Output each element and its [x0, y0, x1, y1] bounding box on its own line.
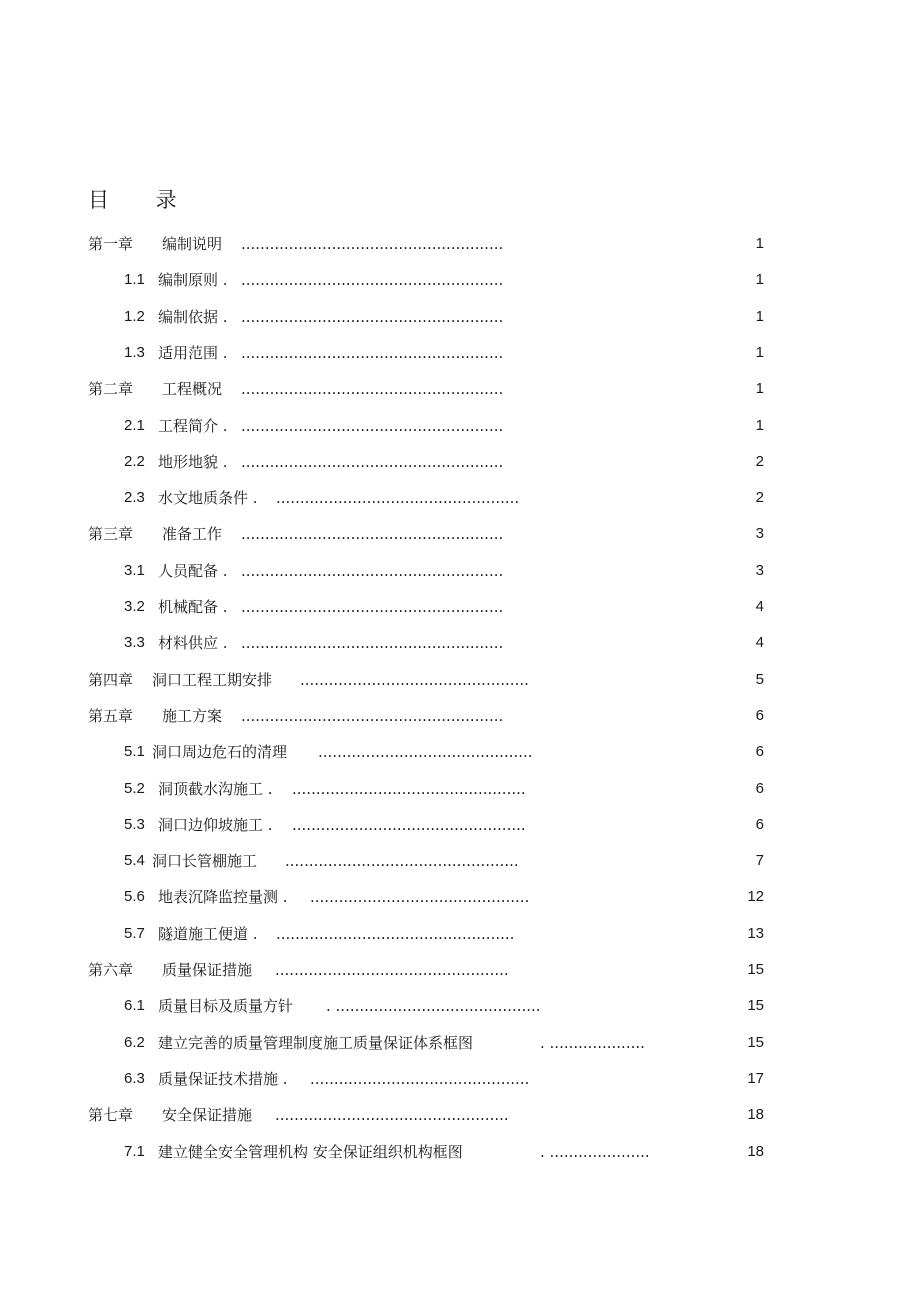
toc-page-number: 13 [747, 924, 764, 942]
toc-page-number: 15 [747, 997, 764, 1015]
toc-leader-dots: . ........................................... [326, 997, 541, 1016]
toc-title: 目 录 [88, 188, 197, 212]
toc-entry-label: 地形地貌 . [158, 452, 228, 471]
toc-leader-dots: .............................................. [310, 1069, 530, 1088]
toc-entry-label: 安全保证措施 [162, 1106, 253, 1125]
toc-leader-dots: ....................................................... [241, 343, 504, 362]
toc-page-number: 15 [747, 1033, 764, 1051]
toc-entry-label: 材料供应 . [158, 634, 228, 653]
toc-entry-label: 编制说明 [162, 235, 223, 253]
toc-entry-number: 第一章 [88, 235, 134, 253]
toc-entry-number: 第二章 [88, 380, 134, 399]
toc-entry-number: 1.3 [124, 343, 145, 361]
toc-entry-number: 第四章 [88, 670, 134, 689]
toc-entry-label: 质量保证技术措施 . [158, 1069, 288, 1088]
toc-leader-dots: ....................................................... [241, 416, 504, 435]
toc-entry-label: 质量保证措施 [162, 961, 253, 979]
toc-page-number: 4 [755, 598, 764, 615]
toc-entry-label: 洞顶截水沟施工 . [158, 779, 273, 798]
toc-section-entry[interactable] [0, 988, 920, 1024]
toc-entry-number: 3.1 [124, 561, 145, 579]
toc-leader-dots: ................................................. [292, 779, 526, 798]
toc-leader-dots: ....................................................... [241, 307, 504, 326]
toc-entry-label: 洞口边仰坡施工 . [158, 815, 273, 834]
toc-section-entry[interactable] [0, 299, 920, 335]
toc-entry-number: 2.2 [124, 452, 145, 470]
toc-leader-dots: ................................................. [275, 1106, 509, 1125]
toc-entry-label: 洞口长管棚施工 [152, 852, 258, 871]
toc-leader-dots: ................................................... [276, 489, 520, 508]
toc-leader-dots: ....................................................... [241, 525, 504, 544]
toc-entry-label: 水文地质条件 . [158, 489, 258, 508]
toc-section-entry[interactable] [0, 807, 920, 843]
toc-page-number: 3 [755, 561, 764, 579]
toc-page-number: 1 [755, 235, 764, 252]
toc-section-entry[interactable] [0, 444, 920, 480]
toc-page-number: 6 [755, 779, 764, 797]
toc-entry-number: 第三章 [88, 525, 134, 544]
toc-section-entry[interactable] [0, 1061, 920, 1097]
toc-entry-label: 建立完善的质量管理制度施工质量保证体系框图 [158, 1033, 474, 1052]
toc-page-number: 6 [755, 743, 764, 761]
toc-leader-dots: ....................................................... [241, 598, 504, 616]
toc-page-number: 18 [747, 1142, 764, 1160]
toc-page-number: 2 [755, 452, 764, 470]
toc-entry-number: 第五章 [88, 706, 134, 725]
toc-leader-dots: ....................................................... [241, 380, 504, 399]
toc-page-number: 12 [747, 888, 764, 906]
toc-entry-number: 5.3 [124, 815, 145, 833]
toc-leader-dots: ....................................................... [241, 706, 504, 725]
toc-page-number: 4 [755, 634, 764, 652]
toc-page-number: 5 [755, 670, 764, 688]
toc-entry-label: 洞口周边危石的清理 [152, 743, 288, 762]
toc-entry-label: 准备工作 [162, 525, 223, 544]
toc-section-entry[interactable] [0, 335, 920, 371]
toc-chapter-entry[interactable] [0, 516, 920, 552]
toc-section-entry[interactable] [0, 262, 920, 298]
toc-leader-dots: . .................... [540, 1033, 645, 1052]
toc-entry-number: 6.3 [124, 1069, 145, 1087]
toc-section-entry[interactable] [0, 1025, 920, 1061]
toc-section-entry[interactable] [0, 843, 920, 879]
toc-section-entry[interactable] [0, 480, 920, 516]
toc-leader-dots: ....................................................... [241, 235, 504, 253]
toc-entry-number: 3.2 [124, 598, 145, 615]
toc-entry-number: 第七章 [88, 1106, 134, 1125]
toc-leader-dots: ....................................................... [241, 452, 504, 471]
toc-entry-number: 2.1 [124, 416, 145, 434]
toc-chapter-entry[interactable] [0, 226, 920, 262]
toc-entry-label: 人员配备 . [158, 561, 228, 580]
toc-section-entry[interactable] [0, 553, 920, 589]
toc-entry-label: 质量目标及质量方针 [158, 997, 294, 1016]
toc-entry-number: 6.2 [124, 1033, 145, 1051]
toc-section-entry[interactable] [0, 1134, 920, 1170]
toc-section-entry[interactable] [0, 625, 920, 661]
toc-entry-number: 7.1 [124, 1142, 145, 1160]
toc-section-entry[interactable] [0, 408, 920, 444]
toc-entry-label: 工程概况 [162, 380, 223, 399]
toc-section-entry[interactable] [0, 589, 920, 625]
toc-page-number: 17 [747, 1069, 764, 1087]
toc-entry-number: 5.6 [124, 888, 145, 906]
toc-chapter-entry[interactable] [0, 698, 920, 734]
toc-entry-label: 洞口工程工期安排 [152, 670, 273, 689]
toc-page-number: 15 [747, 961, 764, 978]
toc-entry-number: 第六章 [88, 961, 134, 979]
toc-page-number: 2 [755, 489, 764, 507]
toc-page-number: 1 [755, 307, 764, 325]
toc-entry-number: 5.1 [124, 743, 145, 761]
toc-page-number: 1 [755, 416, 764, 434]
toc-page-number: 1 [755, 380, 764, 398]
toc-page-number: 1 [755, 343, 764, 361]
toc-entry-label: 工程简介 . [158, 416, 228, 435]
toc-leader-dots: ....................................................... [241, 634, 504, 653]
toc-leader-dots: ....................................................... [241, 561, 504, 580]
toc-page-number: 1 [755, 271, 764, 289]
toc-entry-label: 施工方案 [162, 706, 223, 725]
toc-chapter-entry[interactable] [0, 371, 920, 407]
toc-entry-number: 1.1 [124, 271, 145, 289]
toc-page-number: 6 [755, 706, 764, 724]
toc-entry-label: 地表沉降监控量测 . [158, 888, 288, 907]
toc-entry-number: 6.1 [124, 997, 145, 1015]
toc-entry-label: 适用范围 . [158, 343, 228, 362]
toc-page-number: 18 [747, 1106, 764, 1124]
toc-section-entry[interactable] [0, 879, 920, 915]
toc-section-entry[interactable] [0, 771, 920, 807]
toc-leader-dots: . ..................... [540, 1142, 650, 1161]
toc-leader-dots: ................................................. [275, 961, 509, 979]
toc-entry-number: 1.2 [124, 307, 145, 325]
toc-leader-dots: ................................................. [285, 852, 519, 871]
toc-entry-label: 建立健全安全管理机构 安全保证组织机构框图 [158, 1142, 463, 1161]
toc-entry-label: 机械配备 . [158, 598, 228, 616]
toc-entry-number: 3.3 [124, 634, 145, 652]
toc-entry-number: 5.2 [124, 779, 145, 797]
toc-leader-dots: ................................................. [292, 815, 526, 834]
toc-entry-number: 2.3 [124, 489, 145, 507]
toc-entry-label: 编制原则 . [158, 271, 228, 290]
toc-leader-dots: ................................................ [300, 670, 529, 689]
toc-chapter-entry[interactable] [0, 662, 920, 698]
toc-page-number: 6 [755, 815, 764, 833]
toc-leader-dots: .............................................. [310, 888, 530, 907]
toc-chapter-entry[interactable] [0, 1097, 920, 1133]
toc-leader-dots: ............................................. [318, 743, 533, 762]
toc-leader-dots: ....................................................... [241, 271, 504, 290]
toc-entry-number: 5.7 [124, 924, 145, 942]
toc-section-entry[interactable] [0, 916, 920, 952]
toc-entry-label: 编制依据 . [158, 307, 228, 326]
toc-section-entry[interactable] [0, 734, 920, 770]
toc-page-number: 7 [755, 852, 764, 870]
toc-entry-number: 5.4 [124, 852, 145, 870]
toc-page-number: 3 [755, 525, 764, 543]
toc-chapter-entry[interactable] [0, 952, 920, 988]
toc-leader-dots: .................................................. [276, 924, 515, 943]
toc-entry-label: 隧道施工便道 . [158, 924, 258, 943]
